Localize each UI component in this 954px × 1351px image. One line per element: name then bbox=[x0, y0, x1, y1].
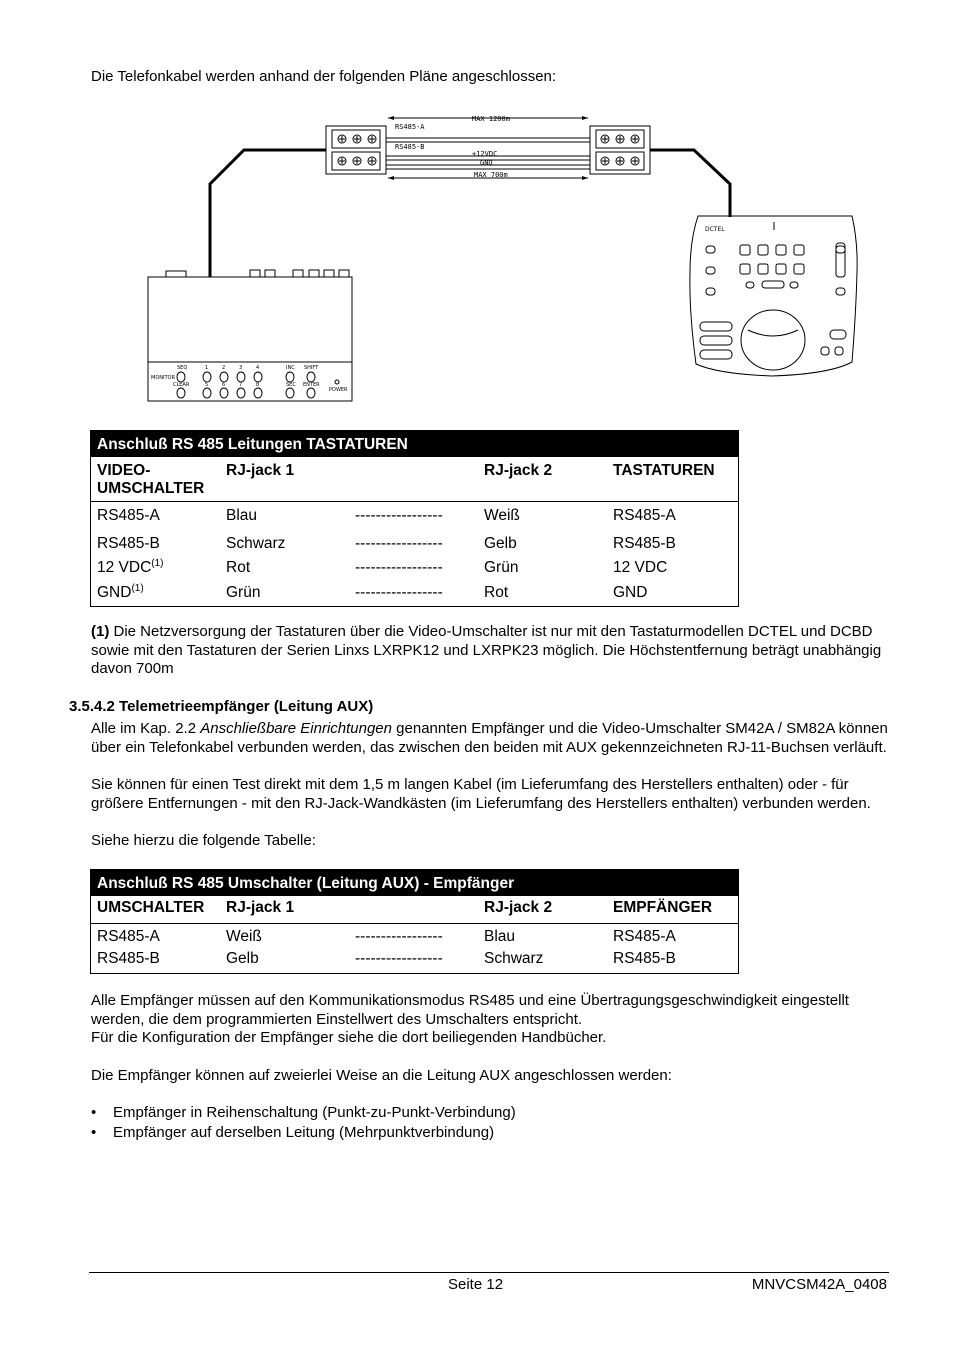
svg-text:3: 3 bbox=[239, 365, 243, 371]
rs485b-label: RS485-B bbox=[395, 143, 425, 151]
table-cell: RS485-B bbox=[97, 950, 160, 967]
table-cell: Schwarz bbox=[484, 950, 544, 967]
table-cell: RS485-A bbox=[97, 927, 160, 945]
section-heading: 3.5.4.2 Telemetrieempfänger (Leitung AUX) bbox=[69, 698, 374, 715]
table2-header-cell: UMSCHALTER bbox=[91, 896, 221, 923]
table-row bbox=[91, 555, 739, 580]
footnote-paragraph bbox=[91, 623, 891, 679]
bullet-list bbox=[91, 1103, 516, 1142]
intro-text: Die Telefonkabel werden anhand der folgenden Pläne angeschlossen: bbox=[91, 68, 557, 85]
svg-text:1: 1 bbox=[205, 365, 209, 371]
table-cell bbox=[91, 555, 221, 580]
table-cell: Blau bbox=[226, 506, 258, 524]
table2-header-cell: EMPFÄNGER bbox=[607, 896, 739, 923]
footer-rule bbox=[89, 1272, 889, 1273]
footnote-mark: (1) bbox=[131, 582, 144, 594]
table-cell: ----------------- bbox=[355, 584, 443, 601]
table-cell: RS485-A bbox=[97, 506, 160, 524]
svg-text:2: 2 bbox=[222, 365, 226, 371]
svg-text:SEQ: SEQ bbox=[177, 365, 188, 371]
table-cell: ----------------- bbox=[355, 535, 443, 552]
paragraph-test-cable: Sie können für einen Test direkt mit dem 1,5 m langen Kabel (im Lieferumfang des Herstellers enthalten) oder - für größere Entfernungen - mit den RJ-Jack-Wandkästen (im Lieferumfang des Herstellers enthalten) verbunden werden. bbox=[91, 776, 871, 812]
paragraph-connect-ways: Die Empfänger können auf zweierlei Weise an die Leitung AUX angeschlossen werden: bbox=[91, 1067, 672, 1084]
table1-header-cell: RJ-jack 1 bbox=[220, 457, 349, 501]
table2-title: Anschluß RS 485 Umschalter (Leitung AUX) - Empfänger bbox=[91, 870, 739, 897]
table1-header-cell: VIDEO- UMSCHALTER bbox=[91, 457, 221, 501]
table-cell: GND bbox=[613, 584, 648, 601]
svg-text:POWER: POWER bbox=[329, 387, 348, 393]
table1-header-cell bbox=[349, 457, 478, 501]
left-junction-box bbox=[326, 126, 386, 174]
emphasis-text: Anschließbare Einrichtungen bbox=[200, 720, 392, 737]
text-run: Alle im Kap. 2.2 bbox=[91, 720, 201, 737]
table-cell: Grün bbox=[226, 584, 261, 601]
footnote-number: (1) bbox=[91, 623, 110, 640]
gnd-label: GND bbox=[480, 159, 493, 167]
table-cell: RS485-B bbox=[613, 950, 676, 967]
max-1200-label: MAX 1200m bbox=[472, 115, 510, 123]
right-junction-box bbox=[590, 126, 650, 174]
svg-text:ENTER: ENTER bbox=[303, 382, 320, 388]
table-cell: RS485-A bbox=[613, 927, 676, 945]
wiring-diagram bbox=[140, 112, 870, 407]
svg-text:SEC: SEC bbox=[286, 382, 296, 388]
paragraph-config: Für die Konfiguration der Empfänger siehe die dort beiliegenden Handbücher. bbox=[91, 1029, 607, 1046]
svg-text:4: 4 bbox=[256, 365, 260, 371]
paragraph-aux-intro bbox=[91, 720, 891, 757]
svg-text:INC: INC bbox=[286, 365, 295, 371]
list-item: • Empfänger in Reihenschaltung (Punkt-zu-Punkt-Verbindung) bbox=[91, 1103, 516, 1123]
table-keyboard-connection bbox=[90, 430, 739, 607]
svg-text:CLEAR: CLEAR bbox=[173, 382, 190, 388]
svg-text:6: 6 bbox=[222, 382, 226, 388]
table-cell: Weiß bbox=[484, 506, 520, 524]
table2-header-cell bbox=[349, 896, 478, 923]
dctel-keyboard bbox=[690, 216, 857, 376]
table-cell: RS485-B bbox=[97, 535, 160, 552]
table2-header-cell: RJ-jack 2 bbox=[478, 896, 607, 923]
table-cell: Weiß bbox=[226, 927, 262, 945]
table-cell: RS485-B bbox=[613, 535, 676, 552]
table-cell: Schwarz bbox=[226, 535, 286, 552]
paragraph-table-ref: Siehe hierzu die folgende Tabelle: bbox=[91, 832, 316, 849]
table-row bbox=[91, 531, 739, 555]
table-cell: Grün bbox=[484, 559, 519, 576]
video-switcher bbox=[148, 270, 352, 401]
table-row bbox=[91, 580, 739, 606]
table-cell bbox=[91, 580, 221, 606]
12vdc-label: +12VDC bbox=[472, 150, 498, 158]
footnote-text: Die Netzversorgung der Tastaturen über die Video-Umschalter ist nur mit den Tastaturmodellen DCTEL und DCBD sowie mit den Tastaturen der Serien Linxs LXRPK12 und LXRPK23 möglich. Die Höchstentfernung beträgt unabhängig davon 700m bbox=[91, 623, 882, 677]
table-cell: Blau bbox=[484, 927, 516, 945]
cell-text: GND bbox=[97, 584, 132, 601]
table-cell: Rot bbox=[226, 559, 251, 576]
footer-doc-id: MNVCSM42A_0408 bbox=[751, 1276, 887, 1293]
table-cell: RS485-A bbox=[613, 506, 676, 524]
table-cell: ----------------- bbox=[355, 927, 443, 945]
table-cell: Gelb bbox=[226, 950, 259, 967]
cable-right bbox=[650, 150, 730, 217]
svg-text:5: 5 bbox=[205, 382, 209, 388]
paragraph-comm-mode: Alle Empfänger müssen auf den Kommunikationsmodus RS485 und eine Übertragungsgeschwindigkeit eingestellt werden, die dem programmierten Einstellwert des Umschalters entspricht. bbox=[91, 992, 849, 1028]
table-row bbox=[91, 948, 739, 973]
table2-header-cell: RJ-jack 1 bbox=[220, 896, 349, 923]
table-cell: ----------------- bbox=[355, 950, 443, 967]
list-item: • Empfänger auf derselben Leitung (Mehrpunktverbindung) bbox=[91, 1123, 516, 1143]
keyboard-brand-label: DCTEL bbox=[705, 226, 725, 233]
footnote-mark: (1) bbox=[151, 557, 164, 569]
table1-header-cell: RJ-jack 2 bbox=[478, 457, 607, 501]
text-run: genannten Empfänger und die Video-Umschalter SM42A / SM82A können über ein Telefonkabel verbunden werden, das zwischen den beiden mit AUX gekennzeichneten RJ-11-Buchsen verläuft. bbox=[91, 720, 888, 756]
table-cell: Gelb bbox=[484, 535, 517, 552]
table1-title: Anschluß RS 485 Leitungen TASTATUREN bbox=[91, 431, 739, 458]
table-row bbox=[91, 501, 739, 531]
table-aux-connection bbox=[90, 869, 739, 974]
max-700-label: MAX 700m bbox=[474, 171, 508, 179]
table-cell: 12 VDC bbox=[613, 559, 668, 576]
rs485a-label: RS485-A bbox=[395, 123, 425, 131]
footer-page-number: Seite 12 bbox=[448, 1276, 504, 1293]
table1-header-cell: TASTATUREN bbox=[607, 457, 739, 501]
svg-text:SHIFT: SHIFT bbox=[304, 365, 319, 371]
table-cell: ----------------- bbox=[355, 506, 443, 524]
cable-left bbox=[210, 150, 326, 277]
table-cell: Rot bbox=[484, 584, 509, 601]
table-row bbox=[91, 923, 739, 948]
cell-text: 12 VDC bbox=[97, 559, 152, 576]
table-cell: ----------------- bbox=[355, 559, 443, 576]
svg-text:MONITOR: MONITOR bbox=[151, 375, 175, 381]
svg-text:8: 8 bbox=[256, 382, 260, 388]
svg-text:7: 7 bbox=[239, 382, 243, 388]
